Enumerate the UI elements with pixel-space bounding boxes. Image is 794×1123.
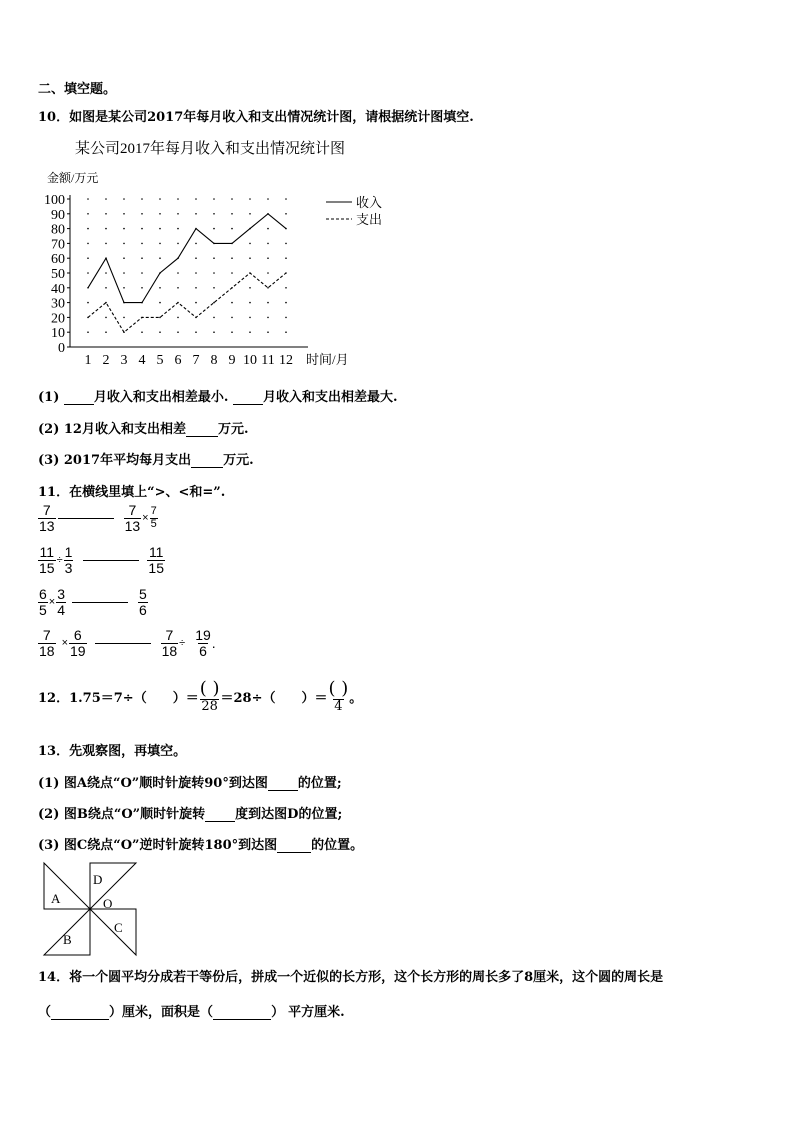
grid-dot [177, 228, 179, 230]
grid-dot [285, 287, 287, 289]
operator: ÷ [179, 637, 186, 650]
fraction: $\frac{7}{5}$ [150, 505, 157, 530]
grid-dot [159, 257, 161, 259]
q13-text: 先观察图，再填空。 [69, 744, 187, 759]
compare-row [38, 503, 158, 533]
grid-dot [195, 213, 197, 215]
line-chart [30, 132, 430, 372]
grid-dot [285, 243, 287, 245]
answer-blank[interactable] [95, 643, 151, 644]
operator: × [61, 637, 69, 650]
q10-part1 [38, 386, 397, 405]
q10-number: 10． [38, 110, 70, 125]
part-text: 的位置; [297, 776, 342, 791]
grid-dot [249, 257, 251, 259]
part-prefix: (2) [38, 422, 60, 437]
compare-row [38, 587, 148, 617]
grid-dot [213, 287, 215, 289]
q13-part1: (1) 图A绕点“O”顺时针旋转90°到达图 的位置; [38, 776, 342, 791]
x-tick-label: 12 [279, 353, 293, 368]
label-b: B [63, 932, 72, 947]
grid-dot [87, 331, 89, 333]
grid-dot [123, 198, 125, 200]
grid-dot [267, 331, 269, 333]
q12-text: ＝28÷（ [220, 691, 276, 707]
fraction: $\frac{1}{3}$ [64, 544, 73, 576]
grid-dot [249, 198, 251, 200]
grid-dot [177, 213, 179, 215]
grid-dot [123, 243, 125, 245]
part-text: 2017年平均每月支出 [63, 453, 192, 468]
grid-dot [231, 317, 233, 319]
grid-dot [177, 243, 179, 245]
grid-dot [231, 198, 233, 200]
grid-dot [105, 198, 107, 200]
grid-dot [267, 198, 269, 200]
grid-dot [105, 317, 107, 319]
grid-dot [141, 257, 143, 259]
grid-dot [105, 213, 107, 215]
grid-dot [195, 331, 197, 333]
grid-dot [249, 213, 251, 215]
x-tick-label: 2 [102, 353, 110, 368]
q14-line2: （ ）厘米，面积是（ ） 平方厘米. [38, 1005, 345, 1020]
y-tick-label: 30 [51, 296, 65, 312]
grid-dot [123, 272, 125, 274]
q12-text: 。 [349, 691, 363, 707]
part-text: 月收入和支出相差最大. [262, 390, 398, 405]
y-tick-label: 40 [51, 281, 65, 297]
q13-number: 13． [38, 744, 70, 759]
q11-number: 11． [38, 485, 70, 500]
grid-dot [249, 243, 251, 245]
grid-dot [159, 243, 161, 245]
grid-dot [213, 272, 215, 274]
y-tick-label: 70 [51, 237, 65, 253]
fraction: $\frac{7}{13}$ [39, 502, 55, 534]
grid-dot [231, 213, 233, 215]
grid-dot [231, 228, 233, 230]
part-text: 万元. [223, 453, 254, 468]
answer-blank[interactable] [51, 1019, 109, 1020]
fraction: $\frac{7}{18}$ [161, 627, 178, 659]
grid-dot [123, 287, 125, 289]
compare-row [38, 628, 216, 658]
answer-blank[interactable] [233, 404, 263, 405]
grid-dot [195, 198, 197, 200]
x-tick-label: 1 [84, 353, 92, 368]
grid-dot [195, 272, 197, 274]
y-tick-label: 90 [51, 207, 65, 223]
grid-dot [159, 331, 161, 333]
part-prefix: (3) [38, 453, 60, 468]
grid-dot [213, 198, 215, 200]
q12-text: ）＝ [172, 691, 199, 707]
rotation-figure [40, 860, 140, 958]
grid-dot [285, 317, 287, 319]
section-title: 二、填空题。 [38, 82, 117, 97]
grid-dot [105, 228, 107, 230]
x-tick-label: 10 [243, 353, 257, 368]
label-a: A [51, 891, 61, 906]
fraction: $\frac{7}{13}$ [124, 502, 141, 534]
grid-dot [213, 331, 215, 333]
x-tick-label: 11 [261, 353, 275, 368]
part-text: 图B绕点“O”顺时针旋转 [63, 807, 206, 822]
q12-text: ）＝ [301, 691, 328, 707]
answer-blank[interactable] [186, 436, 218, 437]
x-tick-label: 3 [120, 353, 128, 368]
grid-dot [105, 243, 107, 245]
fraction: $\frac{19}{6}$ [195, 627, 211, 659]
grid-dot [123, 257, 125, 259]
q12-number: 12． [38, 691, 70, 707]
grid-dot [177, 331, 179, 333]
grid-dot [231, 272, 233, 274]
grid-dot [87, 243, 89, 245]
part-text: 图C绕点“O”逆时针旋转180°到达图 [63, 838, 278, 853]
answer-blank[interactable] [72, 602, 128, 603]
part-text: 万元. [217, 422, 249, 437]
fraction: $\frac{11}{15}$ [39, 544, 55, 576]
answer-blank[interactable] [205, 821, 235, 822]
q12 [38, 680, 362, 714]
grid-dot [159, 228, 161, 230]
grid-dot [123, 317, 125, 319]
answer-blank[interactable] [64, 404, 94, 405]
x-tick-label: 9 [228, 353, 236, 368]
q10-part3 [38, 449, 254, 468]
grid-dot [141, 243, 143, 245]
label-o: O [103, 896, 113, 911]
grid-dot [87, 302, 89, 304]
y-axis-label: 金额/万元 [47, 171, 99, 185]
q14-text: 平方厘米. [288, 1005, 345, 1020]
q14-text: 将一个圆平均分成若干等份后，拼成一个近似的长方形，这个长方形的周长多了8厘米，这个圆的周长是 [69, 970, 664, 985]
fraction: $\frac{6}{19}$ [70, 627, 86, 659]
grid-dot [285, 198, 287, 200]
grid-dot [123, 213, 125, 215]
grid-dot [87, 257, 89, 259]
y-tick-label: 60 [51, 252, 65, 268]
grid-dot [285, 213, 287, 215]
y-tick-label: 20 [51, 311, 65, 327]
legend-label: 支出 [356, 212, 383, 227]
triangle-c [90, 909, 136, 955]
fraction: $\frac{3}{4}$ [57, 586, 66, 618]
answer-blank[interactable] [213, 1019, 271, 1020]
grid-dot [105, 287, 107, 289]
compare-row [38, 545, 165, 575]
grid-dot [195, 287, 197, 289]
operator: ÷ [56, 554, 63, 567]
period: . [211, 635, 216, 652]
grid-dot [177, 317, 179, 319]
grid-dot [123, 228, 125, 230]
part-text: 度到达图D的位置; [235, 807, 343, 822]
grid-dot [177, 287, 179, 289]
grid-dot [87, 213, 89, 215]
part-text: 的位置。 [311, 838, 364, 853]
series-line-income [88, 214, 286, 303]
y-tick-label: 50 [51, 267, 65, 282]
x-tick-label: 7 [192, 353, 200, 368]
grid-dot [267, 287, 269, 289]
series-line-expense [88, 273, 286, 332]
grid-dot [267, 257, 269, 259]
answer-paren[interactable]: ( ) [328, 678, 349, 699]
q10-text: 如图是某公司2017年每月收入和支出情况统计图，请根据统计图填空. [69, 110, 474, 125]
operator: × [142, 512, 149, 525]
grid-dot [87, 198, 89, 200]
grid-dot [249, 302, 251, 304]
fraction: $\frac{( )}{4}$ [328, 678, 349, 714]
grid-dot [177, 198, 179, 200]
answer-blank[interactable] [191, 467, 223, 468]
q12-text: 1.75＝7÷（ [69, 691, 147, 707]
grid-dot [285, 302, 287, 304]
grid-dot [231, 257, 233, 259]
y-tick-label: 100 [44, 193, 65, 208]
grid-dot [177, 272, 179, 274]
q14-number: 14． [38, 970, 70, 985]
grid-dot [249, 317, 251, 319]
grid-dot [159, 302, 161, 304]
part-text: 月收入和支出相差最小. [93, 390, 229, 405]
x-tick-label: 6 [174, 353, 182, 368]
grid-dot [87, 228, 89, 230]
answer-blank[interactable] [83, 560, 139, 561]
grid-dot [267, 272, 269, 274]
y-tick-label: 80 [51, 222, 65, 238]
grid-dot [285, 331, 287, 333]
q10-stem [38, 106, 474, 125]
grid-dot [141, 272, 143, 274]
y-tick-label: 10 [51, 326, 65, 342]
grid-dot [249, 331, 251, 333]
grid-dot [141, 213, 143, 215]
q11-stem [38, 481, 225, 500]
fraction: $\frac{7}{18}$ [39, 627, 55, 659]
grid-dot [105, 331, 107, 333]
x-axis-label: 时间/月 [306, 352, 349, 367]
grid-dot [249, 287, 251, 289]
grid-dot [213, 228, 215, 230]
x-tick-label: 5 [156, 353, 164, 368]
x-tick-label: 8 [210, 353, 218, 368]
grid-dot [159, 198, 161, 200]
operator: × [48, 596, 56, 609]
q13-part2: (2) 图B绕点“O”顺时针旋转 度到达图D的位置; [38, 807, 343, 822]
answer-paren[interactable]: ( ) [199, 678, 220, 699]
legend-label: 收入 [356, 195, 383, 210]
answer-blank[interactable] [277, 852, 311, 853]
grid-dot [105, 272, 107, 274]
label-c: C [114, 920, 123, 935]
grid-dot [285, 257, 287, 259]
grid-dot [267, 302, 269, 304]
grid-dot [267, 228, 269, 230]
part-text: 12月收入和支出相差 [63, 422, 186, 437]
chart-title: 某公司2017年每月收入和支出情况统计图 [75, 141, 346, 157]
part-prefix: (1) [38, 390, 60, 405]
fraction: $\frac{11}{15}$ [148, 544, 164, 576]
fraction: $\frac{6}{5}$ [39, 586, 47, 618]
fraction: $\frac{( )}{28}$ [199, 678, 220, 714]
grid-dot [213, 302, 215, 304]
grid-dot [213, 257, 215, 259]
x-tick-label: 4 [138, 353, 146, 368]
grid-dot [195, 243, 197, 245]
grid-dot [159, 213, 161, 215]
grid-dot [159, 287, 161, 289]
q14-text: 厘米，面积是 [122, 1005, 201, 1020]
grid-dot [231, 331, 233, 333]
grid-dot [267, 317, 269, 319]
q11-text: 在横线里填上“>、<和=”. [69, 485, 226, 500]
answer-blank[interactable] [58, 518, 114, 519]
part-text: 图A绕点“O”顺时针旋转90°到达图 [63, 776, 268, 791]
q13-stem [38, 740, 186, 759]
grid-dot [267, 243, 269, 245]
grid-dot [141, 287, 143, 289]
label-d: D [93, 872, 103, 887]
grid-dot [195, 257, 197, 259]
y-tick-label: 0 [58, 341, 65, 356]
grid-dot [195, 302, 197, 304]
grid-dot [213, 317, 215, 319]
fraction: $\frac{5}{6}$ [139, 586, 147, 618]
q13-part3: (3) 图C绕点“O”逆时针旋转180°到达图 的位置。 [38, 838, 364, 853]
grid-dot [141, 331, 143, 333]
q10-part2 [38, 418, 249, 437]
grid-dot [87, 272, 89, 274]
q14-line1 [38, 966, 663, 985]
grid-dot [141, 228, 143, 230]
grid-dot [141, 198, 143, 200]
grid-dot [213, 213, 215, 215]
answer-blank[interactable] [268, 790, 298, 791]
grid-dot [231, 302, 233, 304]
